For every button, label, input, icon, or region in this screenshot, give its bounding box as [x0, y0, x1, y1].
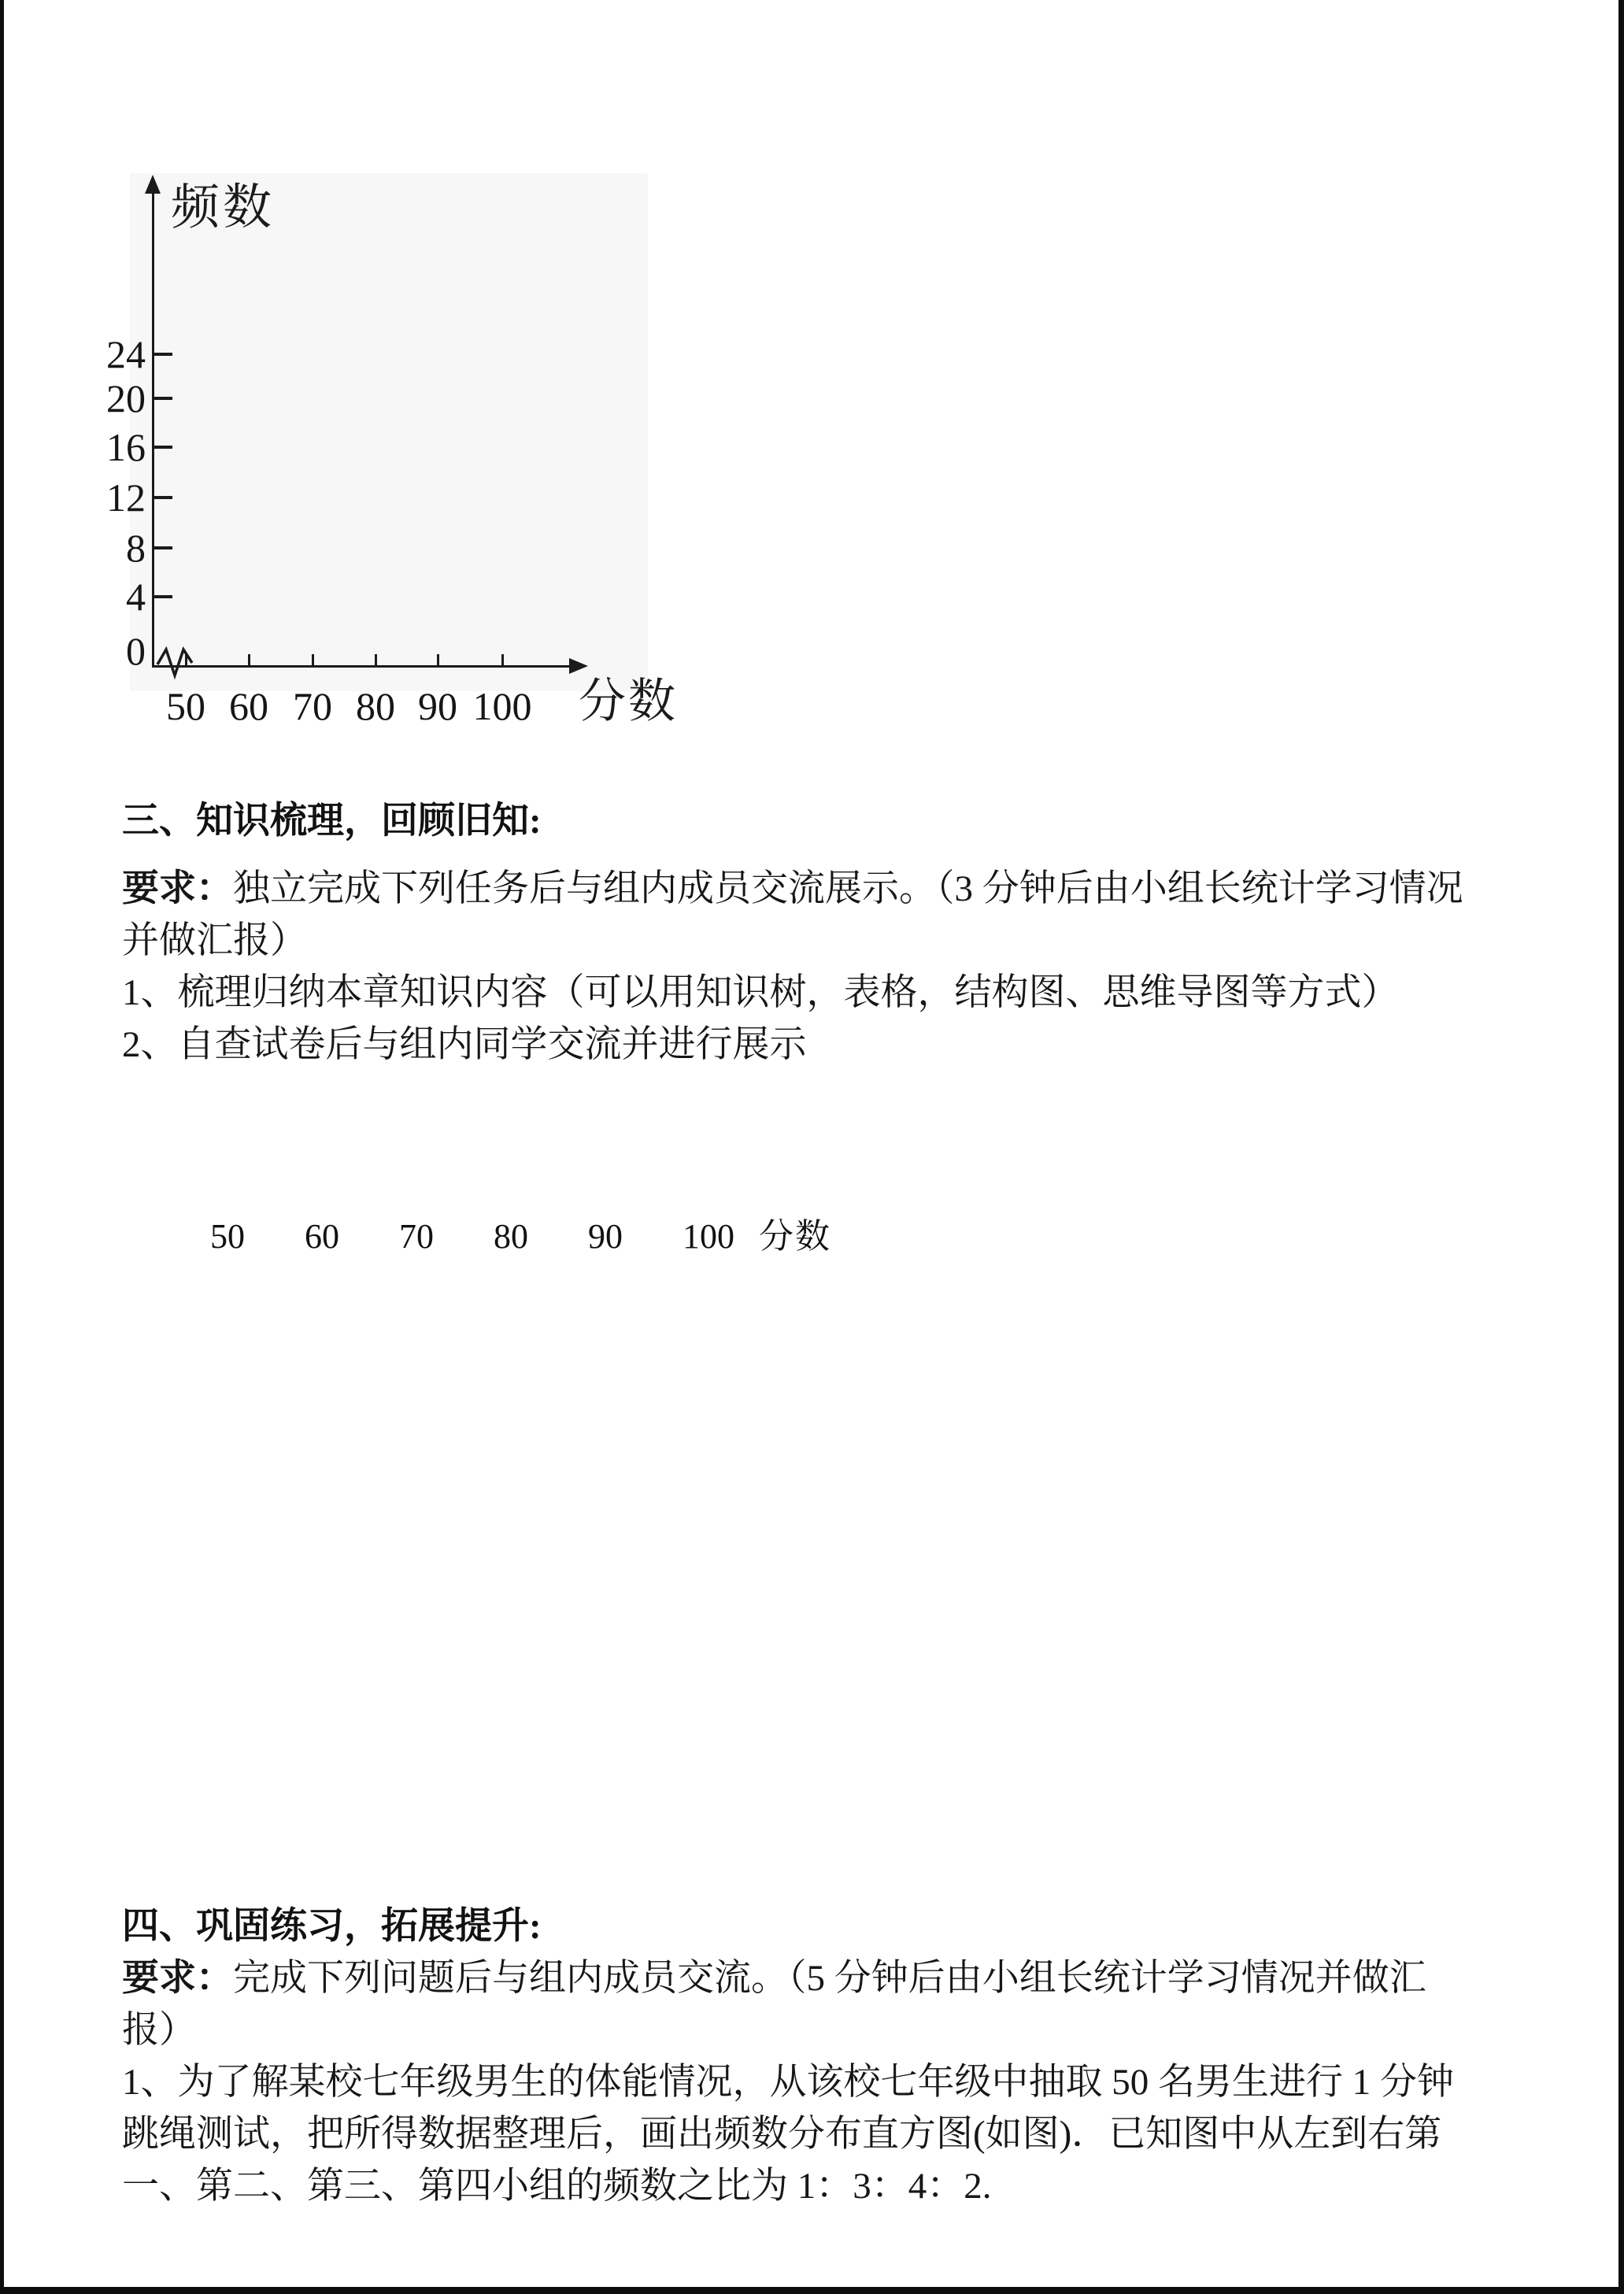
score-number-70: 70	[399, 1217, 434, 1256]
section4-heading: 四、巩固练习，拓展提升:	[122, 1906, 542, 1947]
y-tick-mark	[154, 496, 172, 499]
score-number-100: 100	[683, 1217, 734, 1256]
requirement-text: 完成下列问题后与组内成员交流。（5 分钟后由小组长统计学习情况并做汇	[233, 1958, 1426, 1999]
x-tick-label-80: 80	[356, 684, 395, 728]
x-axis-line	[152, 665, 572, 668]
y-tick-mark	[154, 397, 172, 400]
score-numbers-row	[210, 1216, 831, 1257]
y-tick-mark	[154, 595, 172, 598]
x-tick-mark	[501, 654, 504, 665]
score-number-50: 50	[210, 1217, 245, 1256]
y-tick-label-12: 12	[106, 475, 146, 520]
y-axis-label: 频数	[171, 181, 276, 235]
y-tick-label-8: 8	[126, 526, 146, 570]
section4-requirement-line2: 报）	[122, 2010, 196, 2051]
requirement-label: 要求：	[122, 1958, 233, 1999]
section3-requirement-line2: 并做汇报）	[122, 920, 307, 961]
requirement-label: 要求：	[122, 868, 233, 909]
section3-paragraph	[122, 863, 1551, 1071]
x-tick-mark	[375, 654, 377, 665]
section3-item1: 1、梳理归纳本章知识内容（可以用知识树，表格，结构图、思维导图等方式）	[122, 972, 1399, 1013]
requirement-text: 独立完成下列任务后与组内成员交流展示。（3 分钟后由小组长统计学习情况	[233, 868, 1463, 909]
x-tick-label-100: 100	[472, 684, 532, 728]
x-axis-label: 分数	[579, 675, 678, 727]
section3-requirement-line1	[122, 863, 1551, 915]
y-tick-mark	[154, 353, 172, 356]
score-row-label: 分数	[759, 1217, 831, 1256]
x-tick-mark	[185, 654, 187, 665]
y-tick-mark	[154, 446, 172, 449]
score-number-80: 80	[494, 1217, 528, 1256]
section4-problem1-line3: 一、第二、第三、第四小组的频数之比为 1：3：4：2.	[122, 2166, 992, 2207]
x-tick-label-70: 70	[293, 684, 332, 728]
x-tick-mark	[312, 654, 314, 665]
section3-heading: 三、知识梳理，回顾旧知:	[122, 801, 542, 842]
y-tick-mark	[154, 546, 172, 549]
x-tick-mark	[248, 654, 250, 665]
y-tick-label-16: 16	[106, 425, 146, 469]
score-number-90: 90	[588, 1217, 623, 1256]
x-axis-arrow-icon	[569, 658, 588, 674]
y-tick-label-0: 0	[126, 629, 146, 673]
section4-problem1-line1: 1、为了解某校七年级男生的体能情况，从该校七年级中抽取 50 名男生进行 1 分钟	[122, 2062, 1454, 2103]
axis-break-squiggle-icon	[156, 646, 194, 680]
x-tick-mark	[437, 654, 439, 665]
y-tick-label-4: 4	[126, 575, 146, 619]
x-tick-label-60: 60	[229, 684, 268, 728]
chart-background	[130, 173, 648, 691]
x-tick-label-90: 90	[418, 684, 457, 728]
y-tick-label-24: 24	[106, 332, 146, 376]
x-tick-label-50: 50	[166, 684, 205, 728]
section4-problem1-line2: 跳绳测试，把所得数据整理后，画出频数分布直方图(如图)．已知图中从左到右第	[122, 2114, 1442, 2155]
section3-item2: 2、自查试卷后与组内同学交流并进行展示	[122, 1024, 807, 1065]
section4-requirement-line1	[122, 1952, 1551, 2004]
y-tick-label-20: 20	[106, 376, 146, 420]
score-number-60: 60	[305, 1217, 339, 1256]
section4-paragraph	[122, 1952, 1551, 2212]
